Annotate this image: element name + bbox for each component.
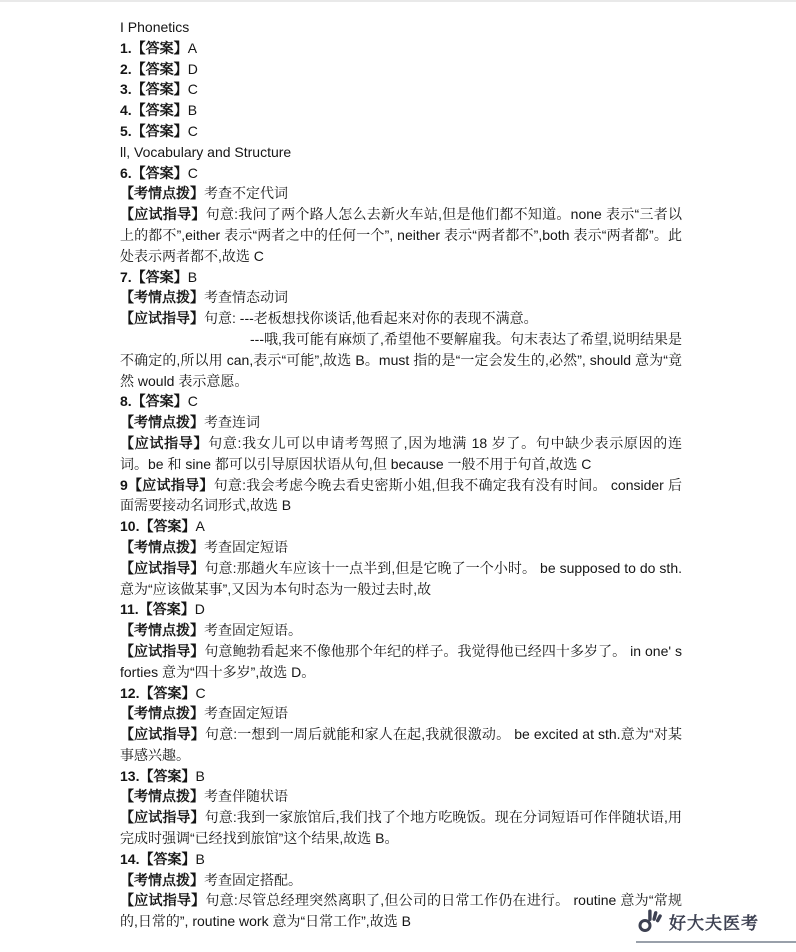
document-body: [120, 17, 682, 932]
brand-name: 好大夫医考: [669, 913, 759, 933]
doc-line: 【应试指导】句意:那趟火车应该十一点半到,但是它晚了一个小时。 be supposed to do sth. 意为“应该做某事”,又因为本句时态为一般过去时,故: [120, 559, 682, 597]
bracket-label: 【应试指导】: [120, 310, 204, 327]
doc-line: 7.【答案】B: [120, 268, 198, 285]
doc-line: 【应试指导】句意:一想到一周后就能和家人在起,我就很激动。 be excited at sth.意为“对某事感兴趣。: [120, 726, 683, 763]
bracket-label: 【考情点拨】: [120, 185, 204, 202]
bracket-label: 【考情点拨】: [120, 622, 204, 639]
doc-line: 【应试指导】句意鲍勃看起来不像他那个年纪的样子。我觉得他已经四十多岁了。 in one' s forties 意为“四十多岁”,故选 D。: [120, 642, 682, 680]
bracket-label: 【考情点拨】: [120, 538, 204, 555]
bracket-label: 3.【答案】: [120, 81, 188, 98]
bracket-label: 【考情点拨】: [120, 788, 204, 805]
bracket-label: 5.【答案】: [120, 122, 188, 139]
doc-line: 11.【答案】D: [120, 601, 205, 618]
doc-line: 14.【答案】B: [120, 850, 205, 867]
bracket-label: 【考情点拨】: [120, 414, 204, 431]
doc-line: 9【应试指导】句意:我会考虑今晚去看史密斯小姐,但我不确定我有没有时间。 consider 后面需要接动名词形式,故选 B: [120, 476, 682, 514]
doc-line: 【应试指导】句意: ---老板想找你谈话,他看起来对你的表现不满意。: [120, 310, 538, 327]
doc-line: 8.【答案】C: [120, 393, 198, 410]
bracket-label: 【考情点拨】: [120, 705, 204, 722]
bracket-label: 【考情点拨】: [120, 289, 204, 306]
doc-line: 1.【答案】A: [120, 39, 198, 56]
bracket-label: 【应试指导】: [120, 559, 205, 576]
bracket-label: 【应试指导】: [120, 892, 206, 909]
bracket-label: 【应试指导】: [120, 642, 205, 659]
bracket-label: 8.【答案】: [120, 393, 188, 410]
doc-line: 【应试指导】句意:我到一家旅馆后,我们找了个地方吃晚饭。现在分词短语可作伴随状语,用完成时强调“已经找到旅馆”这个结果,故选 B。: [120, 809, 683, 847]
doc-line: 【考情点拨】考查固定短语。: [120, 622, 302, 639]
doc-line: I Phonetics: [120, 19, 190, 35]
doc-line: ---哦,我可能有麻烦了,希望他不要解雇我。句末表达了希望,说明结果是不确定的,所以用 can,表示“可能”,故选 B。must 指的是“一定会发生的,必然”, should 意为“竟然 would 表示意愿。: [120, 330, 682, 389]
doc-line: 13.【答案】B: [120, 767, 205, 784]
doc-line: 2.【答案】D: [120, 60, 198, 77]
bracket-label: 12.【答案】: [120, 684, 196, 701]
bracket-label: 【应试指导】: [120, 434, 209, 451]
bracket-label: 4.【答案】: [120, 102, 188, 119]
haodaifu-logo-icon: [636, 908, 662, 934]
bracket-label: 11.【答案】: [120, 601, 195, 618]
doc-line: 【考情点拨】考查固定搭配。: [120, 871, 302, 888]
doc-line: 【考情点拨】考查伴随状语: [120, 788, 288, 805]
doc-line: 4.【答案】B: [120, 102, 198, 119]
bracket-label: 【考情点拨】: [120, 871, 204, 888]
bracket-label: 6.【答案】: [120, 164, 188, 181]
doc-line: 【应试指导】句意:我问了两个路人怎么去新火车站,但是他们都不知道。none 表示“三者以上的都不”,either 表示“两者之中的任何一个”, neither 表示“两者都不”,both 表示“两者都”。此处表示两者都不,故选 C: [120, 206, 682, 264]
doc-line: 【应试指导】句意:我女儿可以申请考驾照了,因为地满 18 岁了。句中缺少表示原因的连词。be 和 sine 都可以引导原因状语从句,但 because 一般不用于句首,故选 C: [120, 434, 682, 472]
doc-line: 【考情点拨】考查情态动词: [120, 289, 288, 306]
bracket-label: 【应试指导】: [120, 726, 205, 743]
bracket-label: 2.【答案】: [120, 60, 188, 77]
doc-line: 10.【答案】A: [120, 518, 205, 535]
bracket-label: 14.【答案】: [120, 850, 196, 867]
doc-line: 【应试指导】句意:尽管总经理突然离职了,但公司的日常工作仍在进行。 routine 意为“常规的,日常的”, routine work 意为“日常工作”,故选 B: [120, 892, 683, 930]
doc-line: 3.【答案】C: [120, 81, 198, 98]
bracket-label: 1.【答案】: [120, 39, 188, 56]
bracket-label: 9【应试指导】: [120, 476, 214, 493]
doc-line: 6.【答案】C: [120, 164, 198, 181]
bracket-label: 10.【答案】: [120, 518, 196, 535]
doc-line: 5.【答案】C: [120, 122, 198, 139]
bracket-label: 【应试指导】: [120, 809, 205, 826]
bracket-label: 【应试指导】: [120, 206, 206, 223]
bracket-label: 7.【答案】: [120, 268, 188, 285]
doc-line: 【考情点拨】考查连词: [120, 414, 260, 431]
doc-line: 12.【答案】C: [120, 684, 206, 701]
doc-line: ll, Vocabulary and Structure: [120, 143, 292, 160]
brand-watermark: [636, 908, 796, 943]
doc-line: 【考情点拨】考查固定短语: [120, 705, 288, 722]
doc-line: 【考情点拨】考查固定短语: [120, 538, 288, 555]
bracket-label: 13.【答案】: [120, 767, 196, 784]
doc-line: 【考情点拨】考查不定代词: [120, 185, 288, 202]
